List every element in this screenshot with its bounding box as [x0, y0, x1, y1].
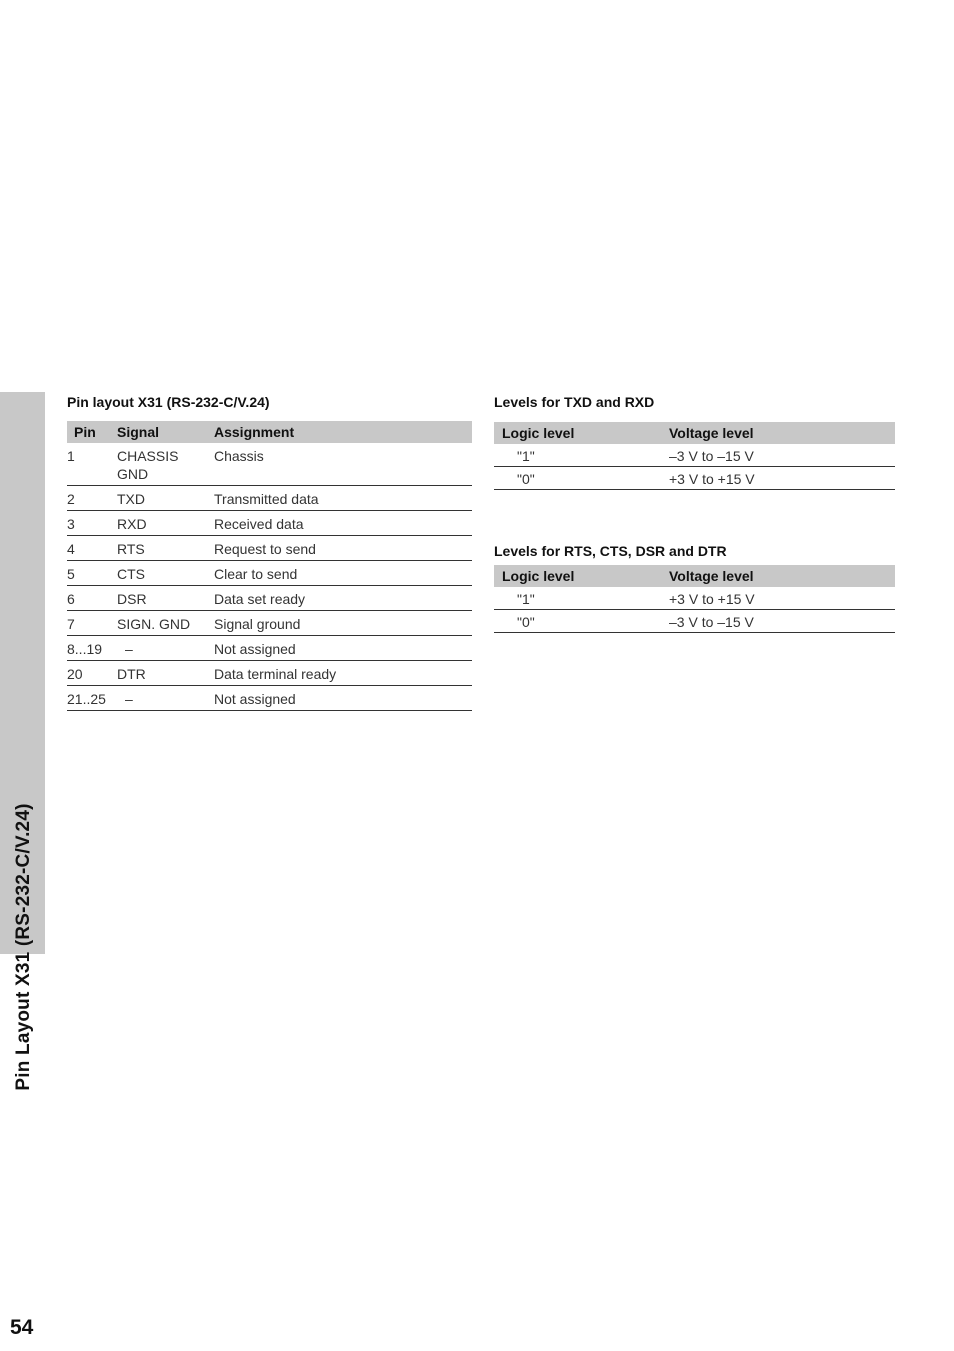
column-header: Logic level — [494, 422, 669, 444]
table-row — [494, 587, 895, 610]
page-number: 54 — [10, 1316, 34, 1339]
levels-txd-rxd-table — [494, 422, 895, 490]
pin-cell: 6 — [67, 586, 117, 611]
pin-cell: 20 — [67, 661, 117, 686]
assignment-cell: Chassis — [214, 443, 472, 486]
table-row — [67, 561, 472, 586]
signal-cell: RXD — [117, 511, 214, 536]
table-row — [494, 467, 895, 490]
table-row — [494, 444, 895, 467]
voltage-level-cell: +3 V to +15 V — [669, 587, 895, 610]
table-row — [494, 610, 895, 633]
levels-rts-cts-table — [494, 565, 895, 633]
pin-cell: 21..25 — [67, 686, 117, 711]
signal-cell: – — [117, 636, 214, 661]
side-tab-title: Pin Layout X31 (RS-232-C/V.24) — [13, 803, 34, 1091]
voltage-level-cell: +3 V to +15 V — [669, 467, 895, 490]
voltage-level-cell: –3 V to –15 V — [669, 444, 895, 467]
signal-cell: DSR — [117, 586, 214, 611]
voltage-level-cell: –3 V to –15 V — [669, 610, 895, 633]
assignment-cell: Request to send — [214, 536, 472, 561]
logic-level-cell: "0" — [494, 467, 669, 490]
logic-level-cell: "1" — [494, 587, 669, 610]
signal-cell: CTS — [117, 561, 214, 586]
signal-cell: RTS — [117, 536, 214, 561]
pin-cell: 3 — [67, 511, 117, 536]
pin-cell: 1 — [67, 443, 117, 486]
assignment-cell: Data terminal ready — [214, 661, 472, 686]
assignment-cell: Data set ready — [214, 586, 472, 611]
table-row — [67, 611, 472, 636]
signal-cell: – — [117, 686, 214, 711]
table-row — [67, 661, 472, 686]
levels-txd-rxd-heading: Levels for TXD and RXD — [494, 394, 655, 410]
assignment-cell: Not assigned — [214, 636, 472, 661]
column-header: Signal — [117, 421, 214, 443]
table-header-row — [67, 421, 472, 443]
table-row — [67, 443, 472, 486]
side-tab — [0, 392, 45, 1339]
column-header: Logic level — [494, 565, 669, 587]
logic-level-cell: "0" — [494, 610, 669, 633]
assignment-cell: Not assigned — [214, 686, 472, 711]
signal-cell: SIGN. GND — [117, 611, 214, 636]
assignment-cell: Signal ground — [214, 611, 472, 636]
logic-level-cell: "1" — [494, 444, 669, 467]
column-header: Pin — [67, 421, 117, 443]
table-header-row — [494, 422, 895, 444]
signal-cell: CHASSIS GND — [117, 443, 214, 486]
table-row — [67, 636, 472, 661]
pin-layout-heading: Pin layout X31 (RS-232-C/V.24) — [67, 394, 270, 410]
pin-cell: 7 — [67, 611, 117, 636]
table-row — [67, 486, 472, 511]
table-row — [67, 586, 472, 611]
pin-layout-table — [67, 421, 472, 711]
column-header: Voltage level — [669, 565, 895, 587]
pin-cell: 8...19 — [67, 636, 117, 661]
signal-cell: DTR — [117, 661, 214, 686]
pin-cell: 2 — [67, 486, 117, 511]
signal-cell: TXD — [117, 486, 214, 511]
table-header-row — [494, 565, 895, 587]
pin-cell: 4 — [67, 536, 117, 561]
table-row — [67, 686, 472, 711]
pin-cell: 5 — [67, 561, 117, 586]
column-header: Voltage level — [669, 422, 895, 444]
assignment-cell: Clear to send — [214, 561, 472, 586]
assignment-cell: Received data — [214, 511, 472, 536]
levels-rts-cts-heading: Levels for RTS, CTS, DSR and DTR — [494, 543, 727, 559]
column-header: Assignment — [214, 421, 472, 443]
table-row — [67, 536, 472, 561]
table-row — [67, 511, 472, 536]
assignment-cell: Transmitted data — [214, 486, 472, 511]
